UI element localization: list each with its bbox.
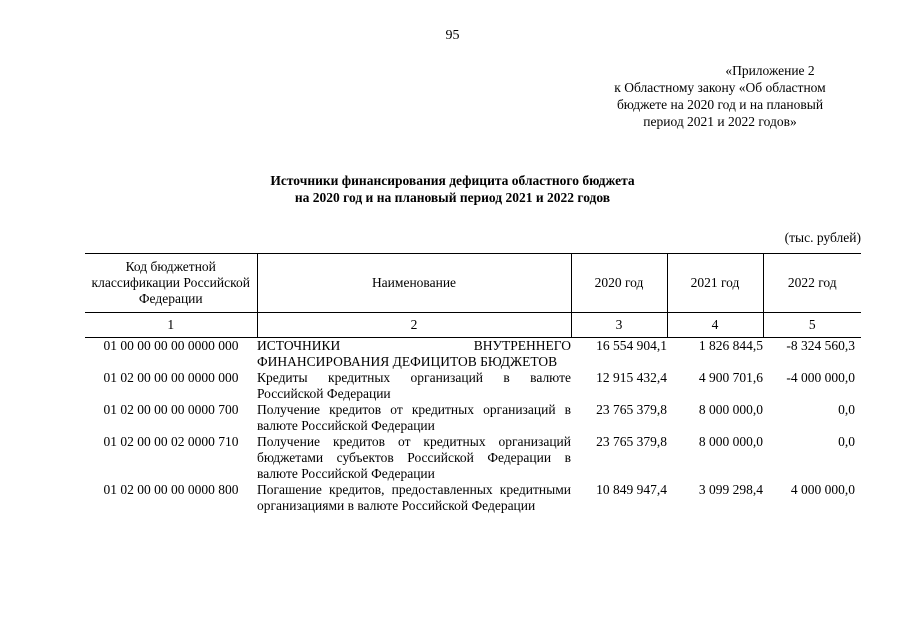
cell-2021: 8 000 000,0 [698,402,763,417]
cell-2022: -4 000 000,0 [786,370,855,385]
header-2020: 2020 год [571,254,667,313]
table-row [85,370,861,402]
page-number: 95 [445,28,460,43]
table-header-row [85,254,861,313]
document-title [0,172,905,206]
cell-name: Получение кредитов от кредитных организаций в валюте Российской Федерации [257,402,571,433]
cell-name: ИСТОЧНИКИ ВНУТРЕННЕГО ФИНАНСИРОВАНИЯ ДЕФИЦИТОВ БЮДЖЕТОВ [257,338,571,369]
column-number: 5 [763,313,861,338]
cell-code: 01 02 00 00 02 0000 710 [103,434,239,449]
table-row [85,434,861,482]
cell-2022: -8 324 560,3 [786,338,855,353]
column-number-row [85,313,861,338]
cell-code: 01 02 00 00 00 0000 700 [103,402,239,417]
header-code: Код бюджетной классификации Российской Федерации [85,254,257,313]
column-number: 3 [571,313,667,338]
cell-name: Кредиты кредитных организаций в валюте Российской Федерации [257,370,571,401]
cell-2021: 8 000 000,0 [698,434,763,449]
cell-2020: 23 765 379,8 [596,402,667,417]
units-label: (тыс. рублей) [784,230,861,245]
header-name: Наименование [257,254,571,313]
column-number: 4 [667,313,763,338]
cell-2020: 12 915 432,4 [596,370,667,385]
cell-2020: 23 765 379,8 [596,434,667,449]
cell-2020: 16 554 904,1 [596,338,667,353]
cell-code: 01 02 00 00 00 0000 800 [103,482,239,497]
cell-code: 01 02 00 00 00 0000 000 [103,370,239,385]
cell-2022: 0,0 [838,402,855,417]
cell-2022: 4 000 000,0 [790,482,855,497]
appendix-line: период 2021 и 2022 годов» [643,114,797,129]
column-number: 2 [257,313,571,338]
document-title-line: на 2020 год и на плановый период 2021 и 2022 годов [294,190,611,205]
table-row [85,482,861,514]
cell-2022: 0,0 [838,434,855,449]
table-row [85,402,861,434]
cell-2021: 1 826 844,5 [698,338,763,353]
budget-table [85,253,861,514]
appendix-line: к Областному закону «Об областном [614,80,826,95]
appendix-title: «Приложение 2 [725,63,815,78]
cell-2020: 10 849 947,4 [596,482,667,497]
cell-2021: 4 900 701,6 [698,370,763,385]
header-2021: 2021 год [667,254,763,313]
column-number: 1 [85,313,257,338]
cell-code: 01 00 00 00 00 0000 000 [103,338,239,353]
cell-name: Получение кредитов от кредитных организаций бюджетами субъектов Российской Федерации в валюте Российской Федерации [257,434,571,481]
header-2022: 2022 год [763,254,861,313]
cell-name: Погашение кредитов, предоставленных кредитными организациями в валюте Российской Федерации [257,482,571,513]
cell-2021: 3 099 298,4 [698,482,763,497]
appendix-header [560,62,880,130]
document-title-line: Источники финансирования дефицита областного бюджета [270,173,635,188]
table-row [85,338,861,371]
appendix-line: бюджете на 2020 год и на плановый [616,97,824,112]
